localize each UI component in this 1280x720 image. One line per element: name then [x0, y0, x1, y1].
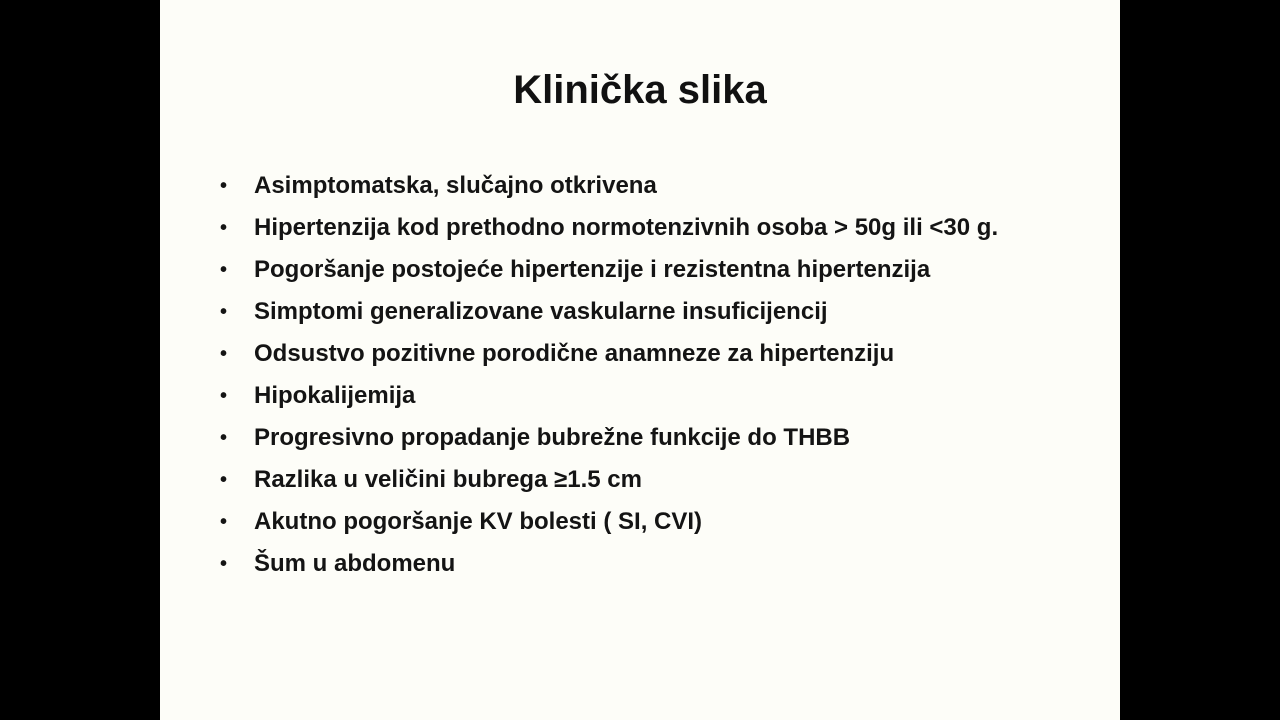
- list-item-text: Odsustvo pozitivne porodične anamneze za hipertenziju: [254, 340, 895, 367]
- bullet-icon: •: [220, 343, 228, 365]
- bullet-icon: •: [220, 175, 228, 197]
- list-item-text: Asimptomatska, slučajno otkrivena: [254, 172, 657, 199]
- list-item-text: Hipertenzija kod prethodno normotenzivnih osoba > 50g ili <30 g.: [254, 214, 999, 241]
- slide-title: Klinička slika: [513, 68, 767, 112]
- list-item: [210, 338, 1100, 370]
- list-item-text: Hipokalijemija: [254, 382, 416, 409]
- bullet-icon: •: [220, 469, 228, 491]
- list-item-text: Razlika u veličini bubrega ≥1.5 cm: [254, 466, 642, 493]
- bullet-icon: •: [220, 511, 228, 533]
- bullet-list: [210, 170, 1100, 590]
- list-item-text: Šum u abdomenu: [254, 550, 456, 577]
- list-item: [210, 170, 1100, 202]
- bullet-icon: •: [220, 427, 228, 449]
- slide: [160, 0, 1120, 720]
- list-item: [210, 422, 1100, 454]
- list-item: [210, 254, 1100, 286]
- list-item: [210, 380, 1100, 412]
- list-item-text: Pogoršanje postojeće hipertenzije i rezistentna hipertenzija: [254, 256, 931, 283]
- list-item: [210, 296, 1100, 328]
- list-item-text: Simptomi generalizovane vaskularne insuficijencij: [254, 298, 828, 325]
- bullet-icon: •: [220, 385, 228, 407]
- list-item: [210, 212, 1100, 244]
- list-item: [210, 506, 1100, 538]
- list-item-text: Akutno pogoršanje KV bolesti ( SI, CVI): [254, 508, 703, 535]
- list-item-text: Progresivno propadanje bubrežne funkcije do THBB: [254, 424, 851, 451]
- bullet-icon: •: [220, 301, 228, 323]
- bullet-icon: •: [220, 217, 228, 239]
- list-item: [210, 548, 1100, 580]
- list-item: [210, 464, 1100, 496]
- bullet-icon: •: [220, 553, 228, 575]
- bullet-icon: •: [220, 259, 228, 281]
